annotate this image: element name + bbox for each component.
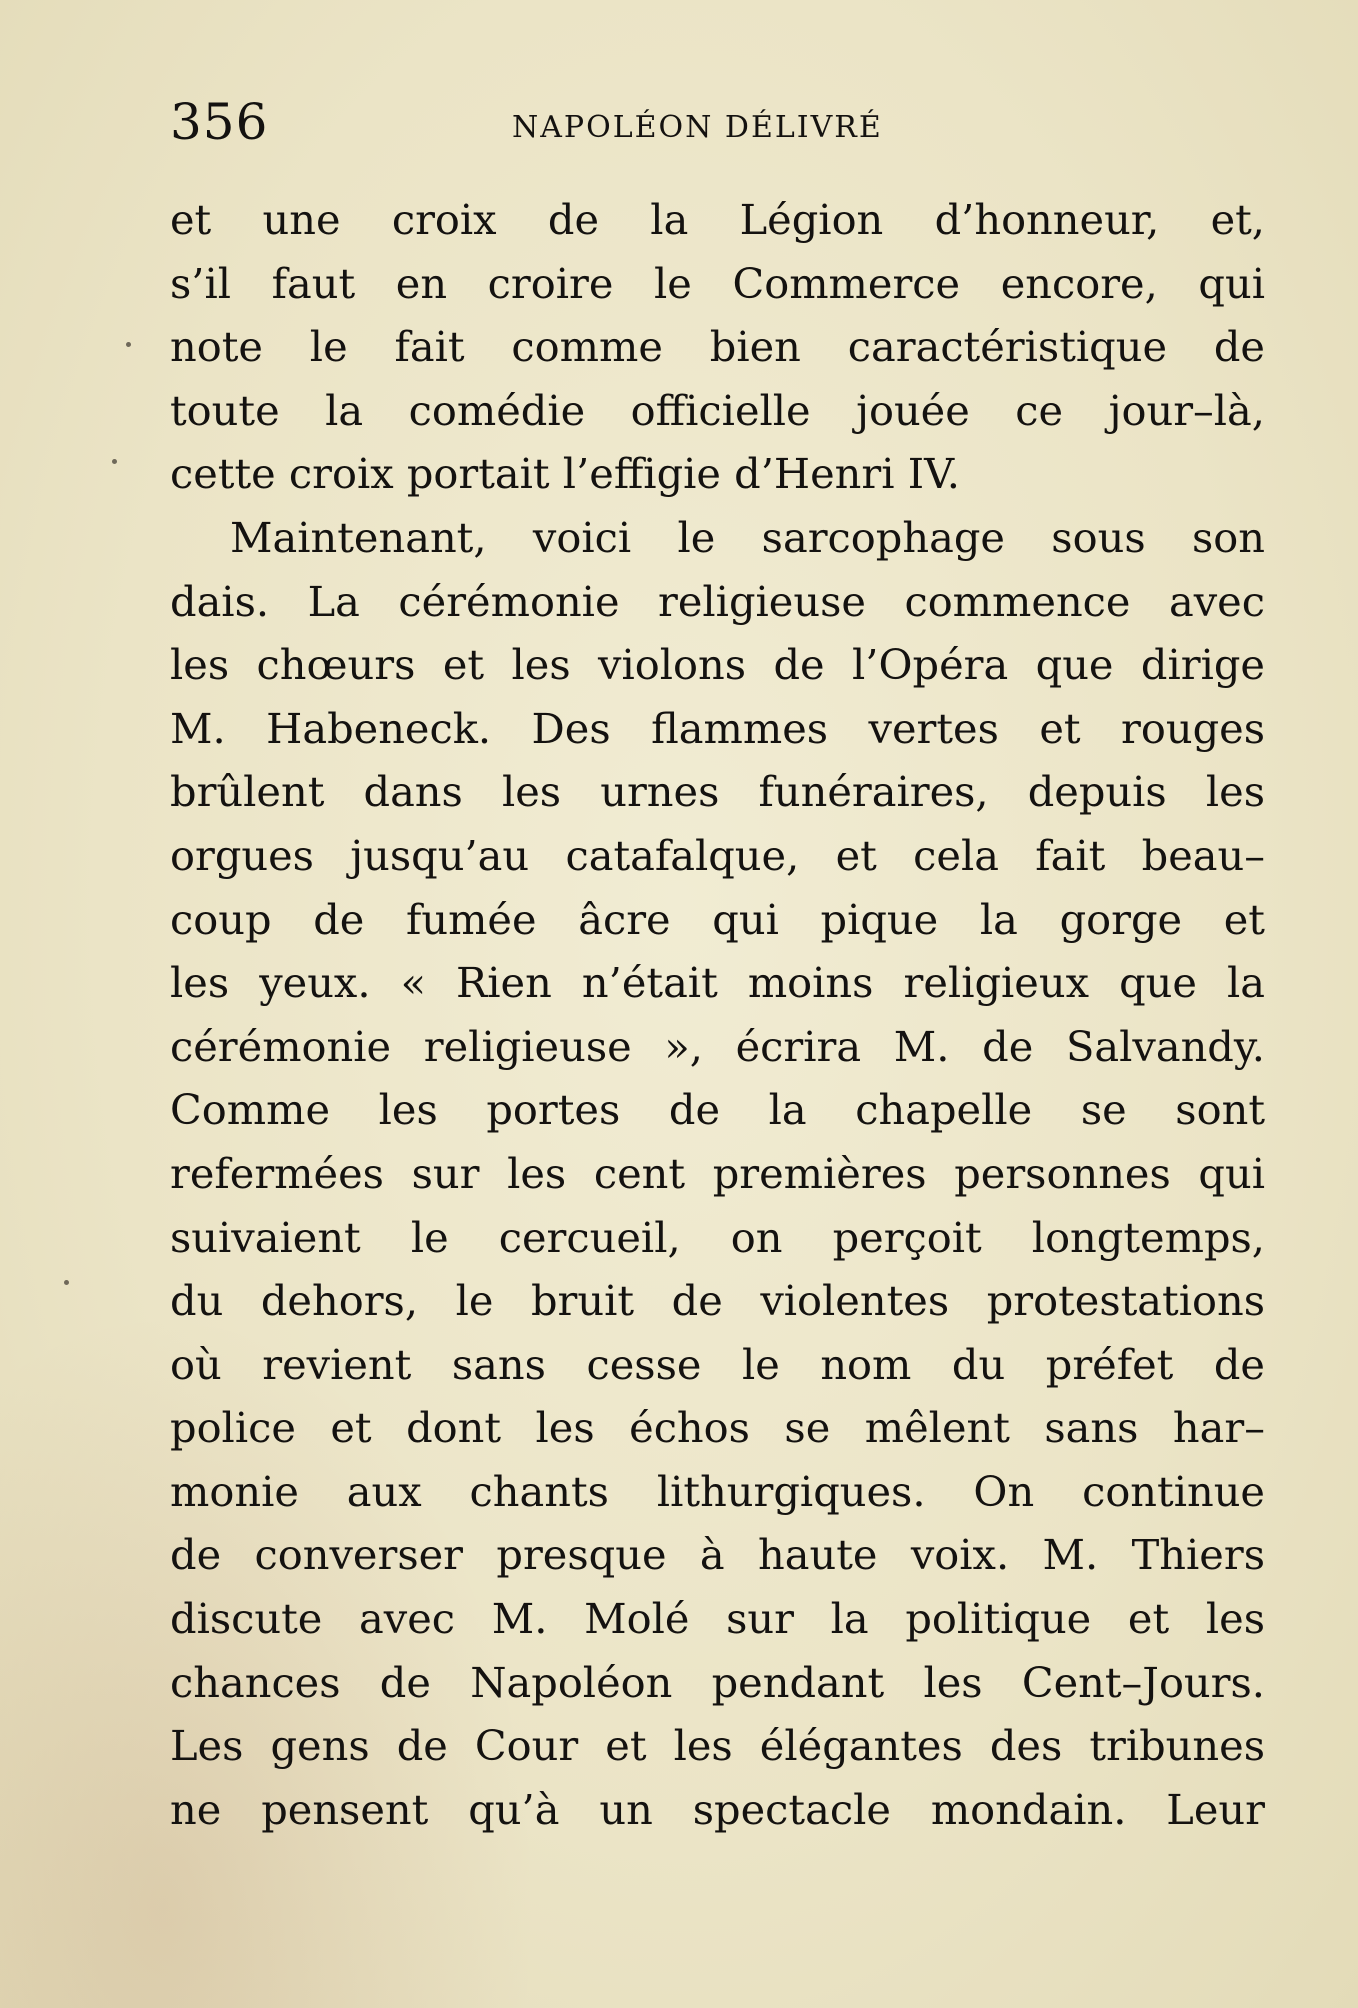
text-line: dais. La cérémonie religieuse commence avec — [170, 576, 1265, 626]
text-line: où revient sans cesse le nom du préfet de — [170, 1339, 1265, 1389]
text-line: monie aux chants lithurgiques. On continue — [170, 1466, 1265, 1516]
text-line: M. Habeneck. Des flammes vertes et rouges — [170, 703, 1265, 753]
text-line: orgues jusqu’au catafalque, et cela fait beau– — [170, 830, 1265, 880]
text-line: suivaient le cercueil, on perçoit longtemps, — [170, 1212, 1265, 1262]
running-title: NAPOLÉON DÉLIVRÉ — [512, 110, 883, 145]
paper-speck — [112, 459, 117, 464]
text-line: coup de fumée âcre qui pique la gorge et — [170, 894, 1265, 944]
text-line: cette croix portait l’effigie d’Henri IV. — [170, 449, 960, 499]
text-line: toute la comédie officielle jouée ce jour–là, — [170, 385, 1265, 435]
paper-speck — [64, 1280, 69, 1285]
page-header — [170, 92, 1260, 162]
text-line: les yeux. « Rien n’était moins religieux que la — [170, 958, 1265, 1008]
text-line: cérémonie religieuse », écrira M. de Salvandy. — [170, 1021, 1265, 1071]
text-line: du dehors, le bruit de violentes protestations — [170, 1276, 1265, 1326]
text-line: les chœurs et les violons de l’Opéra que dirige — [170, 640, 1265, 690]
text-line: Maintenant, voici le sarcophage sous son — [230, 512, 1265, 562]
text-line: note le fait comme bien caractéristique de — [170, 322, 1265, 372]
text-line: de converser presque à haute voix. M. Thiers — [170, 1530, 1265, 1580]
text-line: brûlent dans les urnes funéraires, depuis les — [170, 767, 1265, 817]
text-line: refermées sur les cent premières personnes qui — [170, 1148, 1265, 1198]
text-line: discute avec M. Molé sur la politique et les — [170, 1594, 1265, 1644]
page-number: 356 — [170, 93, 269, 151]
text-line: Comme les portes de la chapelle se sont — [170, 1085, 1265, 1135]
text-line: chances de Napoléon pendant les Cent–Jours. — [170, 1657, 1265, 1707]
text-line: et une croix de la Légion d’honneur, et, — [170, 195, 1265, 244]
text-line: police et dont les échos se mêlent sans har– — [170, 1403, 1265, 1453]
text-line: s’il faut en croire le Commerce encore, qui — [170, 258, 1265, 308]
text-line: ne pensent qu’à un spectacle mondain. Leur — [170, 1784, 1265, 1834]
text-line: Les gens de Cour et les élégantes des tribunes — [170, 1721, 1265, 1771]
body-text — [170, 188, 1265, 1841]
paper-speck — [126, 342, 131, 347]
